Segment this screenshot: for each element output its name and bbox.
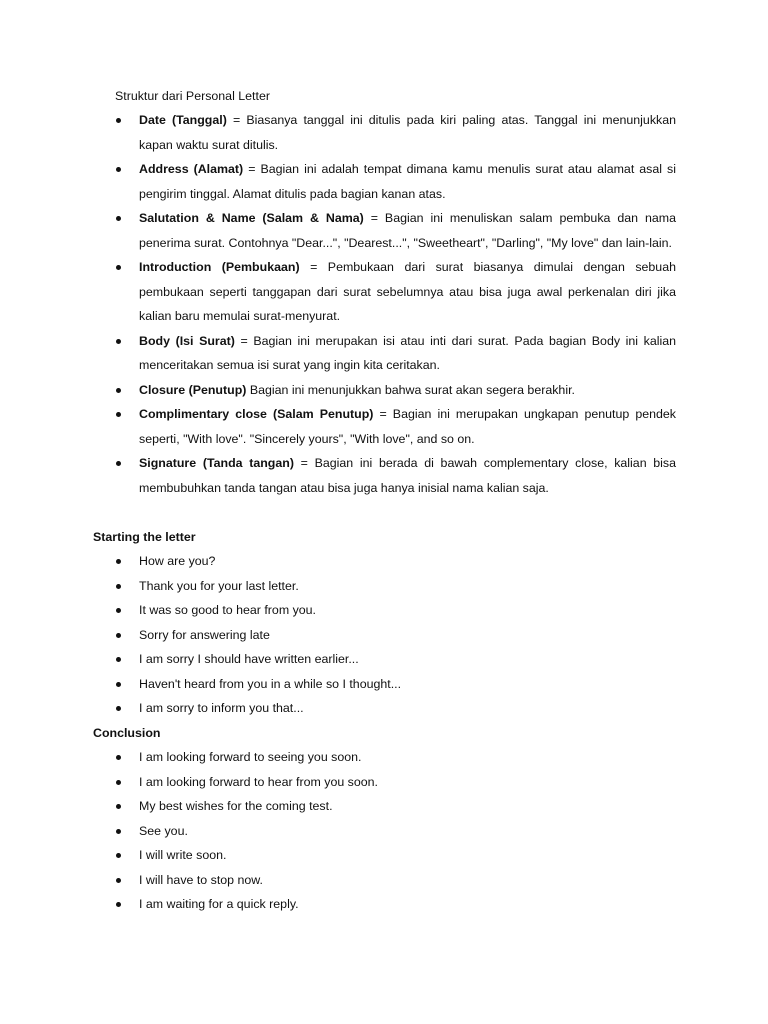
list-item xyxy=(116,770,676,795)
item-desc: = Biasanya tanggal ini ditulis pada kiri paling atas. Tanggal ini menunjukkan kapan waktu surat ditulis. xyxy=(139,113,676,152)
bullet-icon xyxy=(116,804,121,809)
item-text: I will have to stop now. xyxy=(139,872,263,887)
item-term: Salutation & Name (Salam & Nama) xyxy=(139,211,364,225)
list-item xyxy=(116,892,676,917)
bullet-icon xyxy=(116,388,121,393)
bullet-icon xyxy=(116,559,121,564)
starting-heading: Starting the letter xyxy=(93,530,196,544)
list-item xyxy=(116,255,676,329)
list-item xyxy=(116,108,676,157)
document-title: Struktur dari Personal Letter xyxy=(115,89,270,103)
item-text: I am looking forward to seeing you soon. xyxy=(139,750,362,764)
bullet-icon xyxy=(116,853,121,858)
item-term: Address (Alamat) xyxy=(139,162,244,176)
list-item xyxy=(116,206,676,255)
item-term: Closure (Penutup) xyxy=(139,382,247,397)
bullet-icon xyxy=(116,902,121,907)
list-item xyxy=(116,451,676,500)
bullet-icon xyxy=(116,412,121,417)
list-item xyxy=(116,647,676,672)
bullet-icon xyxy=(116,706,121,711)
item-desc: = Bagian ini menuliskan salam pembuka dan nama penerima surat. Contohnya "Dear...", "Dearest...", "Sweetheart", "Darling", "My love" dan lain-lain. xyxy=(139,211,676,250)
item-term: Complimentary close (Salam Penutup) xyxy=(139,407,374,421)
item-desc: = Pembukaan dari surat biasanya dimulai dengan sebuah pembukaan seperti tanggapan dari surat sebelumnya atau bisa juga awal perkenalan diri jika kalian baru memulai surat-menyurat. xyxy=(139,260,676,323)
item-text: I am looking forward to hear from you soon. xyxy=(139,774,378,789)
list-item xyxy=(116,157,676,206)
list-item xyxy=(116,819,676,844)
item-desc: = Bagian ini berada di bawah complementary close, kalian bisa membubuhkan tanda tangan atau bisa juga hanya inisial nama kalian saja. xyxy=(139,456,677,495)
item-text: Haven't heard from you in a while so I thought... xyxy=(139,676,402,691)
list-item xyxy=(116,843,676,868)
list-item xyxy=(116,794,676,819)
item-text: Thank you for your last letter. xyxy=(139,578,299,593)
item-text: I am sorry to inform you that... xyxy=(139,701,304,715)
bullet-icon xyxy=(116,461,121,466)
item-text: It was so good to hear from you. xyxy=(139,603,317,617)
conclusion-list xyxy=(116,745,676,917)
list-item xyxy=(116,745,676,770)
bullet-icon xyxy=(116,829,121,834)
item-text: How are you? xyxy=(139,554,216,568)
bullet-icon xyxy=(116,755,121,760)
list-item xyxy=(116,402,676,451)
list-item xyxy=(116,378,676,403)
item-text: Sorry for answering late xyxy=(139,627,270,642)
bullet-icon xyxy=(116,633,121,638)
bullet-icon xyxy=(116,780,121,785)
bullet-icon xyxy=(116,878,121,883)
bullet-icon xyxy=(116,216,121,221)
list-item xyxy=(116,623,676,648)
item-desc: = Bagian ini merupakan isi atau inti dari surat. Pada bagian Body ini kalian menceritakan semua isi surat yang ingin kita ceritakan. xyxy=(139,333,677,372)
item-desc: = Bagian ini adalah tempat dimana kamu menulis surat atau alamat asal si pengirim tinggal. Alamat ditulis pada bagian kanan atas. xyxy=(139,162,676,201)
list-item xyxy=(116,868,676,893)
list-item xyxy=(116,696,676,721)
structure-list xyxy=(116,108,676,500)
bullet-icon xyxy=(116,682,121,687)
list-item xyxy=(116,574,676,599)
starting-list xyxy=(116,549,676,721)
item-desc: Bagian ini menunjukkan bahwa surat akan segera berakhir. xyxy=(249,382,575,397)
conclusion-heading: Conclusion xyxy=(93,726,161,740)
list-item xyxy=(116,672,676,697)
item-text: See you. xyxy=(139,823,188,838)
item-term: Date (Tanggal) xyxy=(139,113,227,127)
bullet-icon xyxy=(116,167,121,172)
item-term: Signature (Tanda tangan) xyxy=(139,456,294,470)
list-item xyxy=(116,549,676,574)
item-term: Introduction (Pembukaan) xyxy=(139,260,300,274)
list-item xyxy=(116,598,676,623)
bullet-icon xyxy=(116,339,121,344)
item-text: I will write soon. xyxy=(139,848,227,862)
bullet-icon xyxy=(116,584,121,589)
bullet-icon xyxy=(116,608,121,613)
bullet-icon xyxy=(116,118,121,123)
list-item xyxy=(116,329,676,378)
item-desc: = Bagian ini merupakan ungkapan penutup pendek seperti, "With love". "Sincerely yours", "With love", and so on. xyxy=(139,407,677,446)
item-text: I am sorry I should have written earlier... xyxy=(139,652,359,666)
item-text: I am waiting for a quick reply. xyxy=(139,897,299,911)
item-term: Body (Isi Surat) xyxy=(139,333,235,348)
bullet-icon xyxy=(116,657,121,662)
bullet-icon xyxy=(116,265,121,270)
item-text: My best wishes for the coming test. xyxy=(139,799,333,813)
